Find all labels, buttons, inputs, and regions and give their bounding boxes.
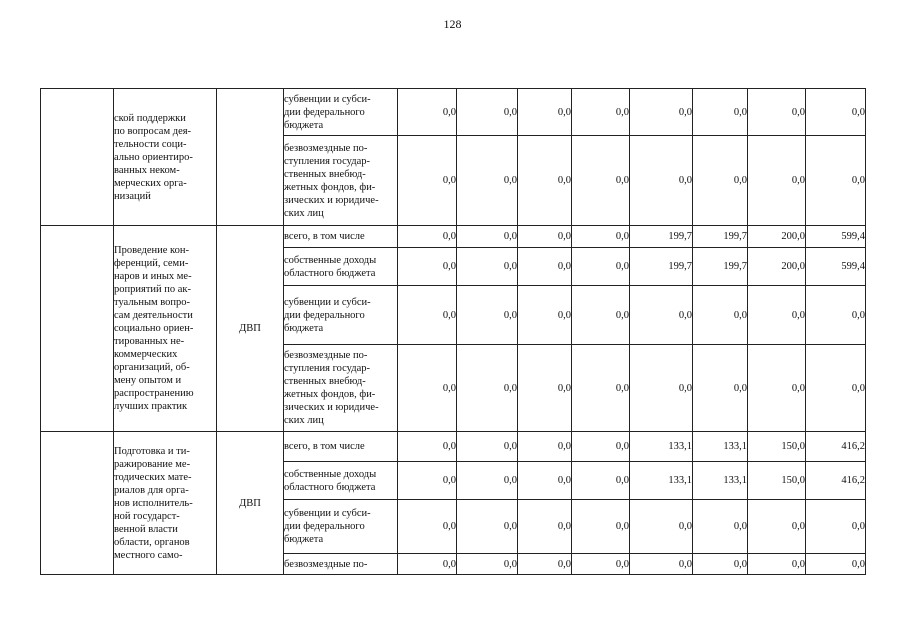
amount-cell: 0,0 [457, 554, 518, 575]
amount-cell: 0,0 [748, 136, 806, 226]
executor-code-cell: ДВП [217, 226, 284, 432]
funding-source-cell: всего, в том числе [284, 226, 398, 248]
amount-cell: 0,0 [748, 554, 806, 575]
amount-cell: 0,0 [457, 500, 518, 554]
amount-cell: 0,0 [572, 432, 630, 462]
amount-cell: 0,0 [630, 89, 693, 136]
table-row [41, 432, 866, 462]
amount-cell: 0,0 [693, 136, 748, 226]
amount-cell: 0,0 [398, 345, 457, 432]
amount-cell: 0,0 [806, 345, 866, 432]
funding-source-cell: безвозмездные по- [284, 554, 398, 575]
amount-cell: 199,7 [693, 226, 748, 248]
amount-cell: 0,0 [518, 89, 572, 136]
amount-cell: 0,0 [457, 462, 518, 500]
amount-cell: 0,0 [806, 89, 866, 136]
amount-cell: 0,0 [518, 432, 572, 462]
measure-name-cell: Подготовка и ти- ражирование ме- тодических мате- риалов для орга- нов исполнитель- ной государст- венной власти области, органов местного само- [114, 432, 217, 575]
amount-cell: 416,2 [806, 462, 866, 500]
table-row [41, 226, 866, 248]
funding-source-cell: субвенции и субси- дии федерального бюджета [284, 500, 398, 554]
table-row [41, 89, 866, 136]
amount-cell: 0,0 [630, 345, 693, 432]
amount-cell: 0,0 [518, 554, 572, 575]
amount-cell: 0,0 [398, 136, 457, 226]
amount-cell: 0,0 [806, 500, 866, 554]
funding-source-cell: безвозмездные по- ступления государ- ственных внебюд- жетных фондов, фи- зических и юридиче- ских лиц [284, 345, 398, 432]
amount-cell: 199,7 [693, 248, 748, 286]
amount-cell: 0,0 [572, 89, 630, 136]
amount-cell: 0,0 [518, 136, 572, 226]
amount-cell: 0,0 [630, 286, 693, 345]
amount-cell: 0,0 [748, 345, 806, 432]
amount-cell: 416,2 [806, 432, 866, 462]
amount-cell: 0,0 [398, 248, 457, 286]
row-number-cell [41, 432, 114, 575]
amount-cell: 0,0 [398, 89, 457, 136]
amount-cell: 0,0 [572, 248, 630, 286]
amount-cell: 0,0 [572, 136, 630, 226]
amount-cell: 0,0 [630, 136, 693, 226]
page-number: 128 [443, 17, 462, 31]
amount-cell: 0,0 [398, 226, 457, 248]
amount-cell: 599,4 [806, 226, 866, 248]
amount-cell: 0,0 [398, 500, 457, 554]
amount-cell: 0,0 [748, 89, 806, 136]
amount-cell: 0,0 [457, 432, 518, 462]
measure-name-cell: ской поддержки по вопросам дея- тельности соци- ально ориентиро- ванных неком- мерческих орга- низаций [114, 89, 217, 226]
amount-cell: 200,0 [748, 248, 806, 286]
amount-cell: 0,0 [630, 554, 693, 575]
executor-code-cell [217, 89, 284, 226]
amount-cell: 0,0 [398, 432, 457, 462]
amount-cell: 0,0 [518, 226, 572, 248]
amount-cell: 0,0 [518, 286, 572, 345]
amount-cell: 0,0 [457, 286, 518, 345]
amount-cell: 0,0 [748, 286, 806, 345]
amount-cell: 0,0 [457, 226, 518, 248]
funding-source-cell: субвенции и субси- дии федерального бюджета [284, 89, 398, 136]
amount-cell: 0,0 [693, 345, 748, 432]
amount-cell: 133,1 [630, 462, 693, 500]
amount-cell: 199,7 [630, 248, 693, 286]
funding-source-cell: собственные доходы областного бюджета [284, 462, 398, 500]
amount-cell: 0,0 [693, 500, 748, 554]
amount-cell: 0,0 [398, 462, 457, 500]
amount-cell: 0,0 [457, 136, 518, 226]
row-number-cell [41, 89, 114, 226]
amount-cell: 0,0 [806, 554, 866, 575]
amount-cell: 0,0 [457, 89, 518, 136]
amount-cell: 133,1 [630, 432, 693, 462]
amount-cell: 200,0 [748, 226, 806, 248]
amount-cell: 0,0 [693, 554, 748, 575]
amount-cell: 133,1 [693, 432, 748, 462]
amount-cell: 0,0 [572, 554, 630, 575]
funding-source-cell: всего, в том числе [284, 432, 398, 462]
amount-cell: 0,0 [518, 462, 572, 500]
amount-cell: 0,0 [572, 345, 630, 432]
amount-cell: 0,0 [518, 248, 572, 286]
amount-cell: 0,0 [806, 136, 866, 226]
funding-source-cell: собственные доходы областного бюджета [284, 248, 398, 286]
amount-cell: 0,0 [457, 248, 518, 286]
amount-cell: 0,0 [693, 89, 748, 136]
amount-cell: 0,0 [806, 286, 866, 345]
amount-cell: 0,0 [518, 345, 572, 432]
amount-cell: 0,0 [457, 345, 518, 432]
amount-cell: 0,0 [398, 286, 457, 345]
amount-cell: 150,0 [748, 432, 806, 462]
amount-cell: 0,0 [572, 286, 630, 345]
amount-cell: 0,0 [518, 500, 572, 554]
budget-table-body [41, 89, 866, 575]
amount-cell: 0,0 [398, 554, 457, 575]
amount-cell: 199,7 [630, 226, 693, 248]
amount-cell: 0,0 [572, 500, 630, 554]
funding-source-cell: субвенции и субси- дии федерального бюджета [284, 286, 398, 345]
amount-cell: 0,0 [572, 462, 630, 500]
executor-code-cell: ДВП [217, 432, 284, 575]
amount-cell: 599,4 [806, 248, 866, 286]
amount-cell: 0,0 [748, 500, 806, 554]
measure-name-cell: Проведение кон- ференций, семи- наров и иных ме- роприятий по ак- туальным вопро- сам деятельности социально ориен- тированных не- коммерческих организаций, об- мену опытом и распространению лучших практик [114, 226, 217, 432]
amount-cell: 150,0 [748, 462, 806, 500]
amount-cell: 133,1 [693, 462, 748, 500]
amount-cell: 0,0 [630, 500, 693, 554]
funding-source-cell: безвозмездные по- ступления государ- ственных внебюд- жетных фондов, фи- зических и юридиче- ских лиц [284, 136, 398, 226]
amount-cell: 0,0 [572, 226, 630, 248]
amount-cell: 0,0 [693, 286, 748, 345]
row-number-cell [41, 226, 114, 432]
budget-table [40, 88, 866, 575]
